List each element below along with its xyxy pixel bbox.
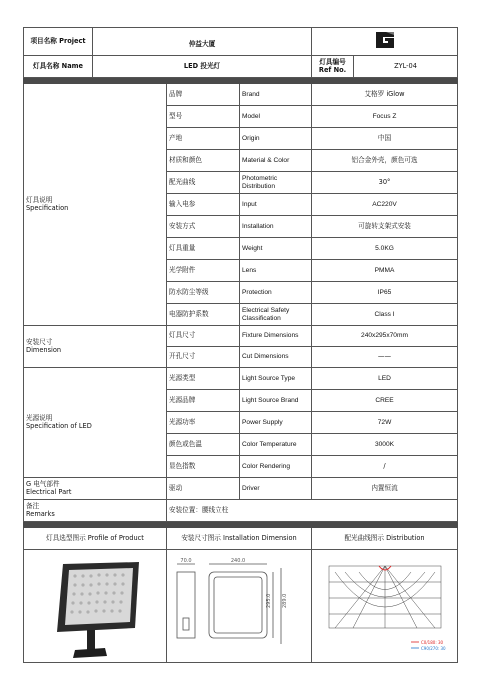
dim-height-a: 295.0 bbox=[266, 593, 272, 608]
lamp-name-value: LED 投光灯 bbox=[93, 56, 312, 78]
spec-value: AC220V bbox=[312, 194, 458, 216]
installation-drawing-cell bbox=[167, 550, 312, 663]
project-value: 仲益大厦 bbox=[93, 28, 312, 56]
spec-value: 5.0KG bbox=[312, 238, 458, 260]
led-en: Light Source Type bbox=[240, 368, 312, 390]
spec-cn: 光学附件 bbox=[167, 260, 240, 282]
spec-en: Photometric Distribution bbox=[240, 172, 312, 194]
spec-en: Lens bbox=[240, 260, 312, 282]
spec-value: 可旋转支架式安装 bbox=[312, 216, 458, 238]
spec-value: 艾格罗 iGlow bbox=[312, 84, 458, 106]
spec-cn: 灯具重量 bbox=[167, 238, 240, 260]
spec-en: Installation bbox=[240, 216, 312, 238]
spec-en: Origin bbox=[240, 128, 312, 150]
led-cn: 显色指数 bbox=[167, 456, 240, 478]
spec-value: 铝合金外壳，颜色可选 bbox=[312, 150, 458, 172]
distribution-title: 配光曲线图示 Distribution bbox=[312, 528, 458, 550]
dimension-value: —— bbox=[312, 347, 458, 368]
led-en: Color Temperature bbox=[240, 434, 312, 456]
installation-drawing bbox=[169, 552, 311, 660]
ref-label: 灯具编号 Ref No. bbox=[312, 56, 354, 78]
spec-table bbox=[23, 27, 458, 663]
led-value: 72W bbox=[312, 412, 458, 434]
floodlight-product-image bbox=[35, 552, 155, 660]
spec-en: Weight bbox=[240, 238, 312, 260]
project-label: 项目名称 Project bbox=[24, 28, 93, 56]
remarks-value: 安装位置：腰线立柱 bbox=[167, 500, 458, 522]
led-en: Light Source Brand bbox=[240, 390, 312, 412]
spec-cn: 电器防护系数 bbox=[167, 304, 240, 326]
dimension-value: 240x295x70mm bbox=[312, 326, 458, 347]
section-spec: 灯具说明 Specification bbox=[24, 84, 167, 326]
led-value: 3000K bbox=[312, 434, 458, 456]
product-title: 灯具选型图示 Profile of Product bbox=[24, 528, 167, 550]
led-cn: 光源品牌 bbox=[167, 390, 240, 412]
spec-en: Protection bbox=[240, 282, 312, 304]
spec-value: IP65 bbox=[312, 282, 458, 304]
polar-distribution-diagram bbox=[315, 552, 455, 660]
spec-cn: 型号 bbox=[167, 106, 240, 128]
logo-cell bbox=[312, 28, 458, 56]
spec-cn: 防水防尘等级 bbox=[167, 282, 240, 304]
distribution-cell bbox=[312, 550, 458, 663]
spec-value: 30° bbox=[312, 172, 458, 194]
dimension-en: Fixture Dimensions bbox=[240, 326, 312, 347]
electrical-value: 内置恒流 bbox=[312, 478, 458, 500]
dim-height-b: 289.0 bbox=[282, 593, 288, 608]
spec-cn: 配光曲线 bbox=[167, 172, 240, 194]
spec-cn: 产地 bbox=[167, 128, 240, 150]
led-cn: 颜色或色温 bbox=[167, 434, 240, 456]
spec-value: Class I bbox=[312, 304, 458, 326]
dimension-cn: 开孔尺寸 bbox=[167, 347, 240, 368]
spec-en: Model bbox=[240, 106, 312, 128]
led-cn: 光源类型 bbox=[167, 368, 240, 390]
spec-en: Electrical Safety Classification bbox=[240, 304, 312, 326]
dim-left-depth: 70.0 bbox=[180, 558, 192, 564]
ref-value: ZYL-04 bbox=[354, 56, 458, 78]
installation-title: 安装尺寸图示 Installation Dimension bbox=[167, 528, 312, 550]
spec-cn: 安装方式 bbox=[167, 216, 240, 238]
spec-en: Brand bbox=[240, 84, 312, 106]
section-dimension: 安装尺寸 Dimension bbox=[24, 326, 167, 368]
section-led: 光源说明 Specification of LED bbox=[24, 368, 167, 478]
product-image-cell bbox=[24, 550, 167, 663]
section-remarks: 备注 Remarks bbox=[24, 500, 167, 522]
led-value: CREE bbox=[312, 390, 458, 412]
spec-en: Input bbox=[240, 194, 312, 216]
spec-sheet bbox=[23, 27, 457, 667]
spec-cn: 材质和颜色 bbox=[167, 150, 240, 172]
dim-top-width: 240.0 bbox=[230, 558, 246, 564]
spec-cn: 品牌 bbox=[167, 84, 240, 106]
led-value: LED bbox=[312, 368, 458, 390]
dimension-cn: 灯具尺寸 bbox=[167, 326, 240, 347]
electrical-en: Driver bbox=[240, 478, 312, 500]
spec-cn: 输入电参 bbox=[167, 194, 240, 216]
legend-c0: C0/180: 30 bbox=[420, 640, 443, 645]
spec-en: Material & Color bbox=[240, 150, 312, 172]
led-cn: 光源功率 bbox=[167, 412, 240, 434]
lamp-name-label: 灯具名称 Name bbox=[24, 56, 93, 78]
legend-c90: C90/270: 30 bbox=[420, 646, 446, 651]
dimension-en: Cut Dimensions bbox=[240, 347, 312, 368]
led-en: Power Supply bbox=[240, 412, 312, 434]
spec-value: 中国 bbox=[312, 128, 458, 150]
brand-logo-icon bbox=[374, 31, 396, 49]
led-value: / bbox=[312, 456, 458, 478]
spec-value: PMMA bbox=[312, 260, 458, 282]
led-en: Color Rendering bbox=[240, 456, 312, 478]
spec-value: Focus Z bbox=[312, 106, 458, 128]
section-electrical: G 电气部件 Electrical Part bbox=[24, 478, 167, 500]
electrical-cn: 驱动 bbox=[167, 478, 240, 500]
